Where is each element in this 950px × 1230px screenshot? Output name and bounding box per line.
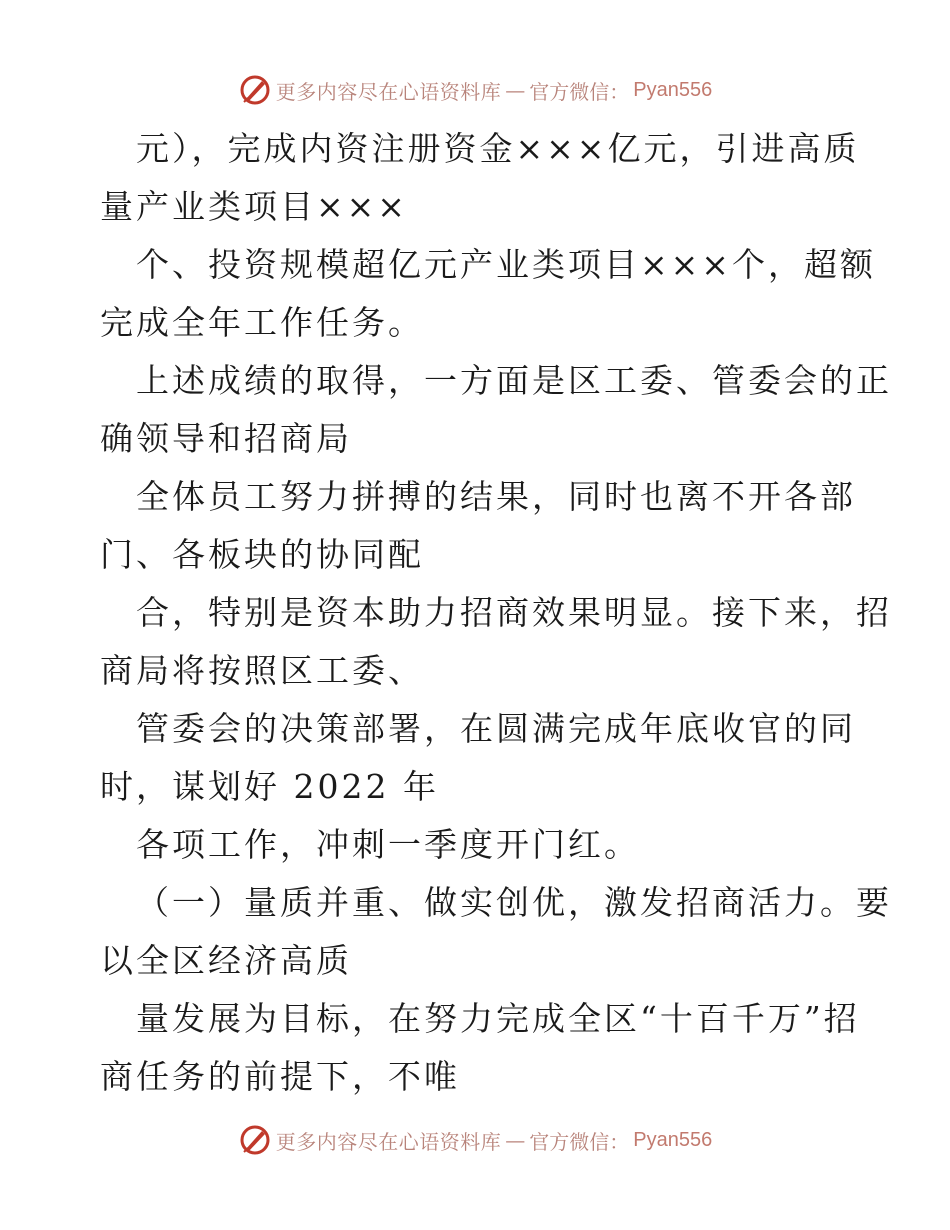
footer-watermark [0, 1118, 950, 1162]
body-line: 商局将按照区工委、 [100, 651, 424, 690]
footer-site-text: 更多内容尽在心语资料库 [275, 1129, 502, 1154]
body-line: 量产业类项目××× [100, 187, 408, 226]
header-wechat-id: Pyan556 [633, 78, 713, 101]
feather-seal-icon [238, 73, 272, 107]
footer-wechat-id: Pyan556 [633, 1128, 713, 1151]
body-line: 各项工作，冲刺一季度开门红。 [136, 825, 640, 864]
body-line: 以全区经济高质 [100, 941, 352, 980]
header-watermark [0, 68, 950, 112]
header-dash: — [505, 78, 526, 102]
body-line: 元），完成内资注册资金×××亿元，引进高质 [136, 129, 860, 168]
footer-watermark-inner [238, 1123, 712, 1157]
header-wechat-label: 官方微信： [529, 79, 630, 104]
body-line: 个、投资规模超亿元产业类项目×××个，超额 [136, 245, 876, 284]
header-site-text: 更多内容尽在心语资料库 [275, 79, 502, 104]
footer-wechat-label: 官方微信： [529, 1129, 630, 1154]
body-line: 合，特别是资本助力招商效果明显。接下来，招 [136, 593, 892, 632]
body-line: 全体员工努力拼搏的结果，同时也离不开各部 [136, 477, 856, 516]
body-line: 确领导和招商局 [100, 419, 352, 458]
body-line: 管委会的决策部署，在圆满完成年底收官的同 [136, 709, 856, 748]
body-line: 量发展为目标，在努力完成全区“十百千万”招 [136, 999, 860, 1038]
body-line: 完成全年工作任务。 [100, 303, 424, 342]
document-body [100, 120, 892, 1106]
footer-dash: — [505, 1128, 526, 1152]
header-watermark-inner [238, 73, 712, 107]
body-line: 时，谋划好 2022 年 [100, 767, 439, 806]
body-line: 门、各板块的协同配 [100, 535, 424, 574]
body-line: 上述成绩的取得，一方面是区工委、管委会的正 [136, 361, 892, 400]
body-line: （一）量质并重、做实创优，激发招商活力。要 [136, 883, 892, 922]
feather-seal-icon [238, 1123, 272, 1157]
body-line: 商任务的前提下，不唯 [100, 1057, 460, 1096]
